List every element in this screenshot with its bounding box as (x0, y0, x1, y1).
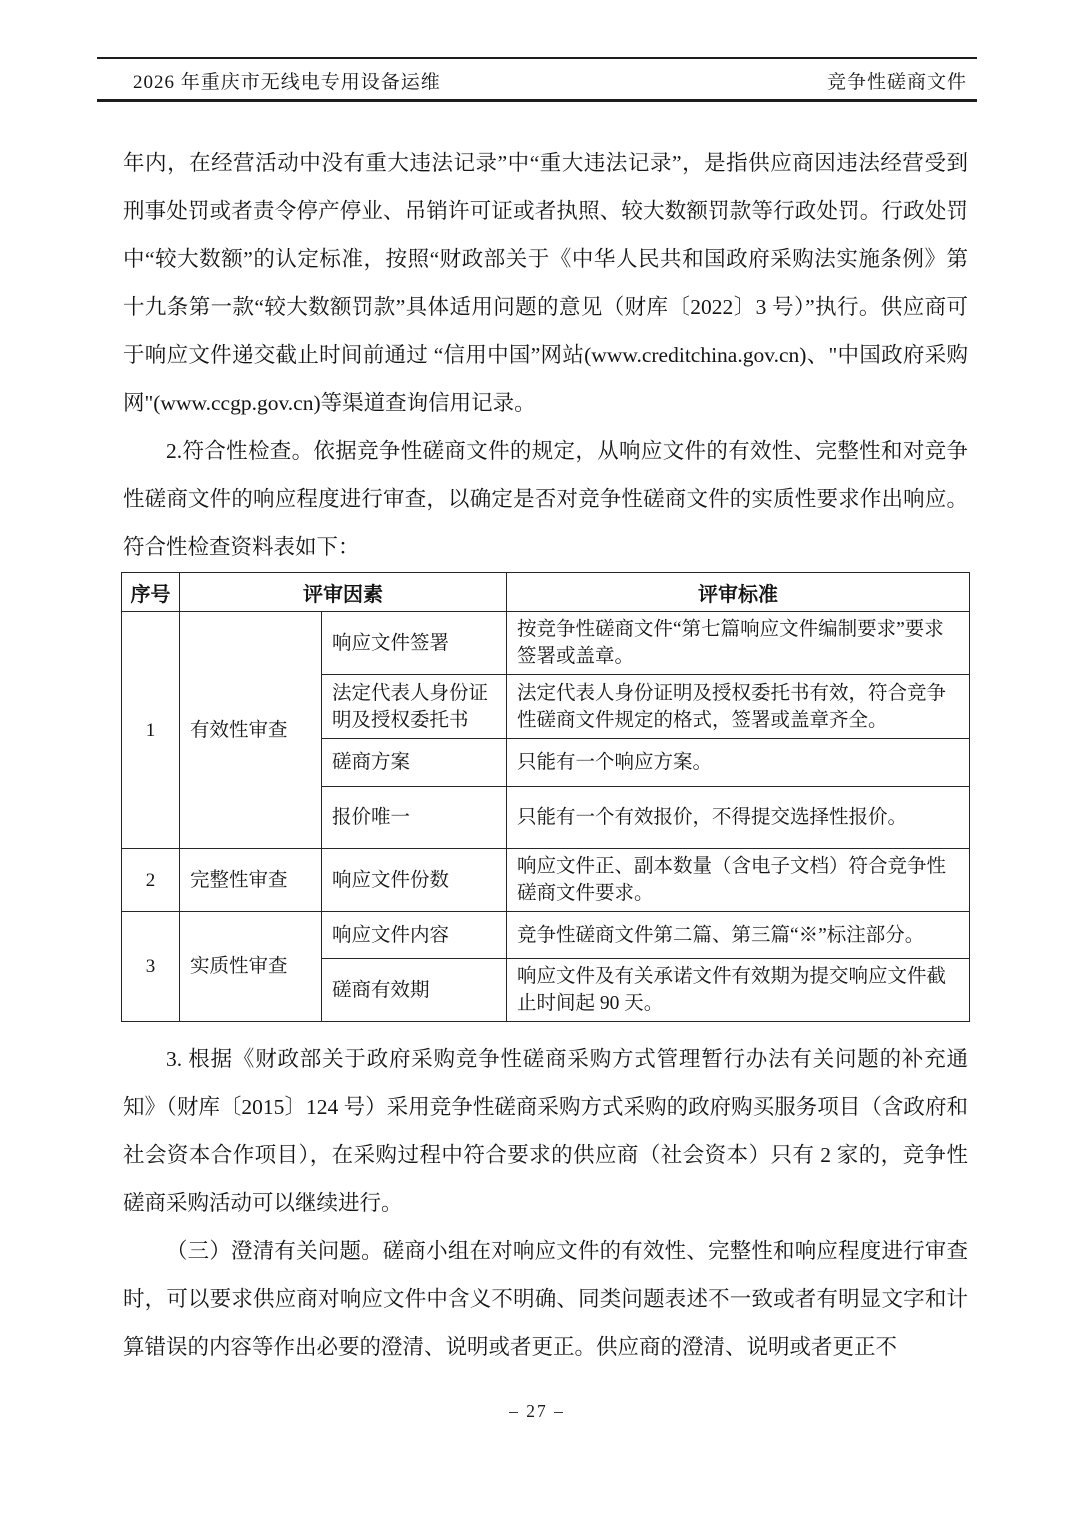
cell-category-validity: 有效性审查 (180, 612, 322, 849)
cell-standard-signature: 按竞争性磋商文件“第七篇响应文件编制要求”要求签署或盖章。 (507, 612, 970, 675)
table-row (122, 912, 970, 959)
column-header-no: 序号 (122, 573, 180, 612)
cell-factor-legal-rep: 法定代表人身份证明及授权委托书 (322, 675, 507, 739)
cell-factor-validity-period: 磋商有效期 (322, 959, 507, 1022)
column-header-standard: 评审标准 (507, 573, 970, 612)
cell-no-2: 2 (122, 849, 180, 912)
page-number: – 27 – (509, 1401, 565, 1421)
cell-standard-copies: 响应文件正、副本数量（含电子文档）符合竞争性磋商文件要求。 (507, 849, 970, 912)
paragraph-clarification: （三）澄清有关问题。磋商小组在对响应文件的有效性、完整性和响应程度进行审查时，可以要求供应商对响应文件中含义不明确、同类问题表述不一致或者有明显文字和计算错误的内容等作出必要的澄清、说明或者更正。供应商的澄清、说明或者更正不 (123, 1239, 968, 1359)
table-row (122, 612, 970, 675)
cell-factor-signature: 响应文件签署 (322, 612, 507, 675)
paragraph-supplement-notice: 3. 根据《财政部关于政府采购竞争性磋商采购方式管理暂行办法有关问题的补充通知》（财库〔2015〕124 号）采用竞争性磋商采购方式采购的政府购买服务项目（含政府和社会资本合作项目），在采购过程中符合要求的供应商（社会资本）只有 2 家的，竞争性磋商采购活动可以继续进行。 (123, 1047, 968, 1215)
paragraph-violation-record: 年内，在经营活动中没有重大违法记录”中“重大违法记录”，是指供应商因违法经营受到刑事处罚或者责令停产停业、吊销许可证或者执照、较大数额罚款等行政处罚。行政处罚中“较大数额”的认定标准，按照“财政部关于《中华人民共和国政府采购法实施条例》第十九条第一款“较大数额罚款”具体适用问题的意见（财库〔2022〕3 号）”执行。供应商可于响应文件递交截止时间前通过 “信用中国”网站(www.creditchina.gov.cn)、"中国政府采购网"(www.ccgp.gov.cn)等渠道查询信用记录。 (123, 151, 968, 415)
cell-factor-copies: 响应文件份数 (322, 849, 507, 912)
table-header-row (122, 573, 970, 612)
cell-category-substantive: 实质性审查 (180, 912, 322, 1022)
cell-standard-unique-quote: 只能有一个有效报价，不得提交选择性报价。 (507, 787, 970, 849)
document-body (123, 139, 968, 1371)
compliance-check-table (121, 572, 970, 1022)
cell-factor-content: 响应文件内容 (322, 912, 507, 959)
header-right-title: 竞争性磋商文件 (826, 72, 967, 93)
cell-standard-scheme: 只能有一个响应方案。 (507, 739, 970, 787)
page-footer (0, 1401, 1074, 1422)
cell-category-completeness: 完整性审查 (180, 849, 322, 912)
cell-factor-scheme: 磋商方案 (322, 739, 507, 787)
cell-factor-unique-quote: 报价唯一 (322, 787, 507, 849)
paragraph-compliance-check: 2.符合性检查。依据竞争性磋商文件的规定，从响应文件的有效性、完整性和对竞争性磋商文件的响应程度进行审查，以确定是否对竞争性磋商文件的实质性要求作出响应。符合性检查资料表如下： (123, 439, 968, 559)
cell-no-1: 1 (122, 612, 180, 849)
header-left-title: 2026 年重庆市无线电专用设备运维 (133, 72, 441, 93)
cell-standard-content: 竞争性磋商文件第二篇、第三篇“※”标注部分。 (507, 912, 970, 959)
running-header (97, 57, 977, 102)
column-header-factor: 评审因素 (180, 573, 507, 612)
table-row (122, 849, 970, 912)
cell-standard-validity-period: 响应文件及有关承诺文件有效期为提交响应文件截止时间起 90 天。 (507, 959, 970, 1022)
cell-no-3: 3 (122, 912, 180, 1022)
cell-standard-legal-rep: 法定代表人身份证明及授权委托书有效，符合竞争性磋商文件规定的格式，签署或盖章齐全。 (507, 675, 970, 739)
